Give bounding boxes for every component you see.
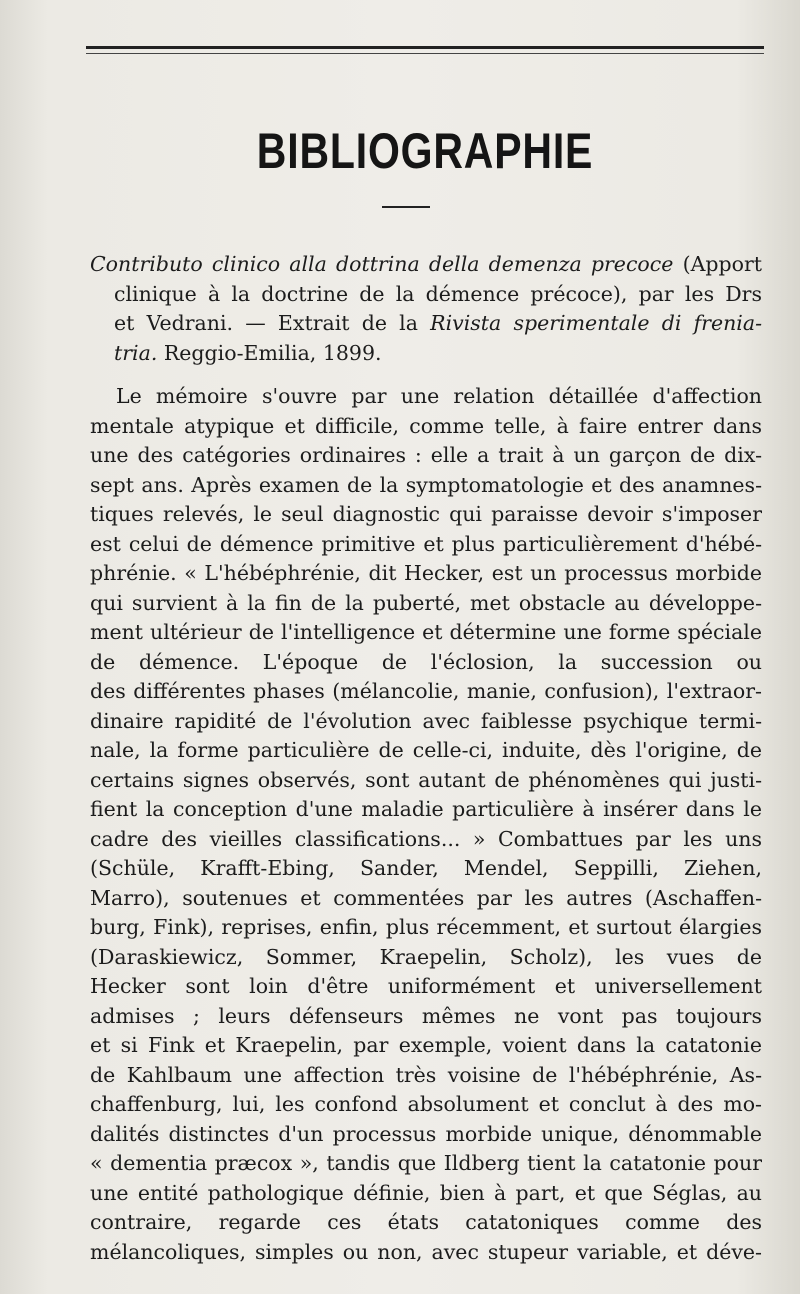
body-line: et si Fink et Kraepelin, par exemple, voient dans la catatonie	[90, 1033, 762, 1057]
reference-line: Contributo clinico alla dottrina della demenza precoce (Apport	[90, 252, 762, 276]
journal-title-end: tria.	[114, 340, 158, 365]
body-line: est celui de démence primitive et plus particulièrement d'hébé-	[90, 531, 762, 556]
header-rule	[86, 46, 764, 49]
body-line: cadre des vieilles classifications... » Combattues par les uns	[90, 826, 762, 851]
body-line: des différentes phases (mélancolie, manie, confusion), l'extraor-	[90, 679, 762, 703]
body-line: chaffenburg, lui, les confond absolument et conclut à des mo-	[90, 1092, 762, 1116]
body-line: une entité pathologique définie, bien à part, et que Séglas, au	[90, 1180, 762, 1205]
body-line: sept ans. Après examen de la symptomatologie et des anamnes-	[90, 472, 762, 497]
body-line: (Daraskiewicz, Sommer, Kraepelin, Scholz), les vues de	[90, 944, 762, 969]
body-line: une des catégories ordinaires : elle a trait à un garçon de dix-	[90, 443, 762, 467]
journal-title: Rivista sperimentale di frenia-	[430, 311, 762, 335]
body-line: Hecker sont loin d'être uniformément et universellement	[90, 974, 762, 998]
reference-line: tria. Reggio-Emilia, 1899.	[114, 340, 382, 365]
reference-line: et Vedrani. — Extrait de la Rivista sperimentale di frenia-	[114, 311, 762, 335]
body-line: de Kahlbaum une affection très voisine de l'hébéphrénie, As-	[90, 1062, 762, 1087]
reference-title: Contributo clinico alla dottrina della demenza precoce	[90, 252, 674, 276]
bibliographic-reference	[90, 250, 762, 368]
body-line: mélancoliques, simples ou non, avec stupeur variable, et déve-	[90, 1239, 762, 1264]
body-line: fient la conception d'une maladie particulière à insérer dans le	[90, 797, 762, 821]
reference-line: clinique à la doctrine de la démence précoce), par les Drs	[114, 281, 762, 306]
body-line: « dementia præcox », tandis que Ildberg tient la catatonie pour	[90, 1151, 762, 1175]
body-line: Marro), soutenues et commentées par les autres (Aschaffen-	[90, 885, 762, 910]
body-line: mentale atypique et difficile, comme telle, à faire entrer dans	[90, 413, 762, 438]
body-line: dinaire rapidité de l'évolution avec faiblesse psychique termi-	[90, 708, 762, 733]
header-rule-thin	[86, 53, 764, 54]
body-line: nale, la forme particulière de celle-ci, induite, dès l'origine, de	[90, 738, 762, 762]
body-line: (Schüle, Krafft-Ebing, Sander, Mendel, Seppilli, Ziehen,	[90, 856, 762, 880]
body-line: qui survient à la fin de la puberté, met obstacle au développe-	[90, 590, 762, 615]
body-line: certains signes observés, sont autant de phénomènes qui justi-	[90, 767, 762, 792]
heading-divider	[382, 206, 430, 208]
body-line: admises ; leurs défenseurs mêmes ne vont pas toujours	[90, 1003, 762, 1028]
body-line: ment ultérieur de l'intelligence et détermine une forme spéciale	[90, 620, 762, 644]
body-line: phrénie. « L'hébéphrénie, dit Hecker, est un processus morbide	[90, 561, 762, 585]
body-line: contraire, regarde ces états catatoniques comme des	[90, 1210, 762, 1234]
body-line: dalités distinctes d'un processus morbide unique, dénommable	[90, 1121, 762, 1146]
body-text	[90, 382, 762, 1267]
body-line: Le mémoire s'ouvre par une relation détaillée d'affection	[116, 384, 762, 408]
body-line: de démence. L'époque de l'éclosion, la succession ou	[90, 649, 762, 674]
body-line: burg, Fink), reprises, enfin, plus récemment, et surtout élargies	[90, 915, 762, 939]
section-heading: BIBLIOGRAPHIE	[256, 123, 594, 179]
body-line: tiques relevés, le seul diagnostic qui paraisse devoir s'imposer	[90, 502, 762, 526]
